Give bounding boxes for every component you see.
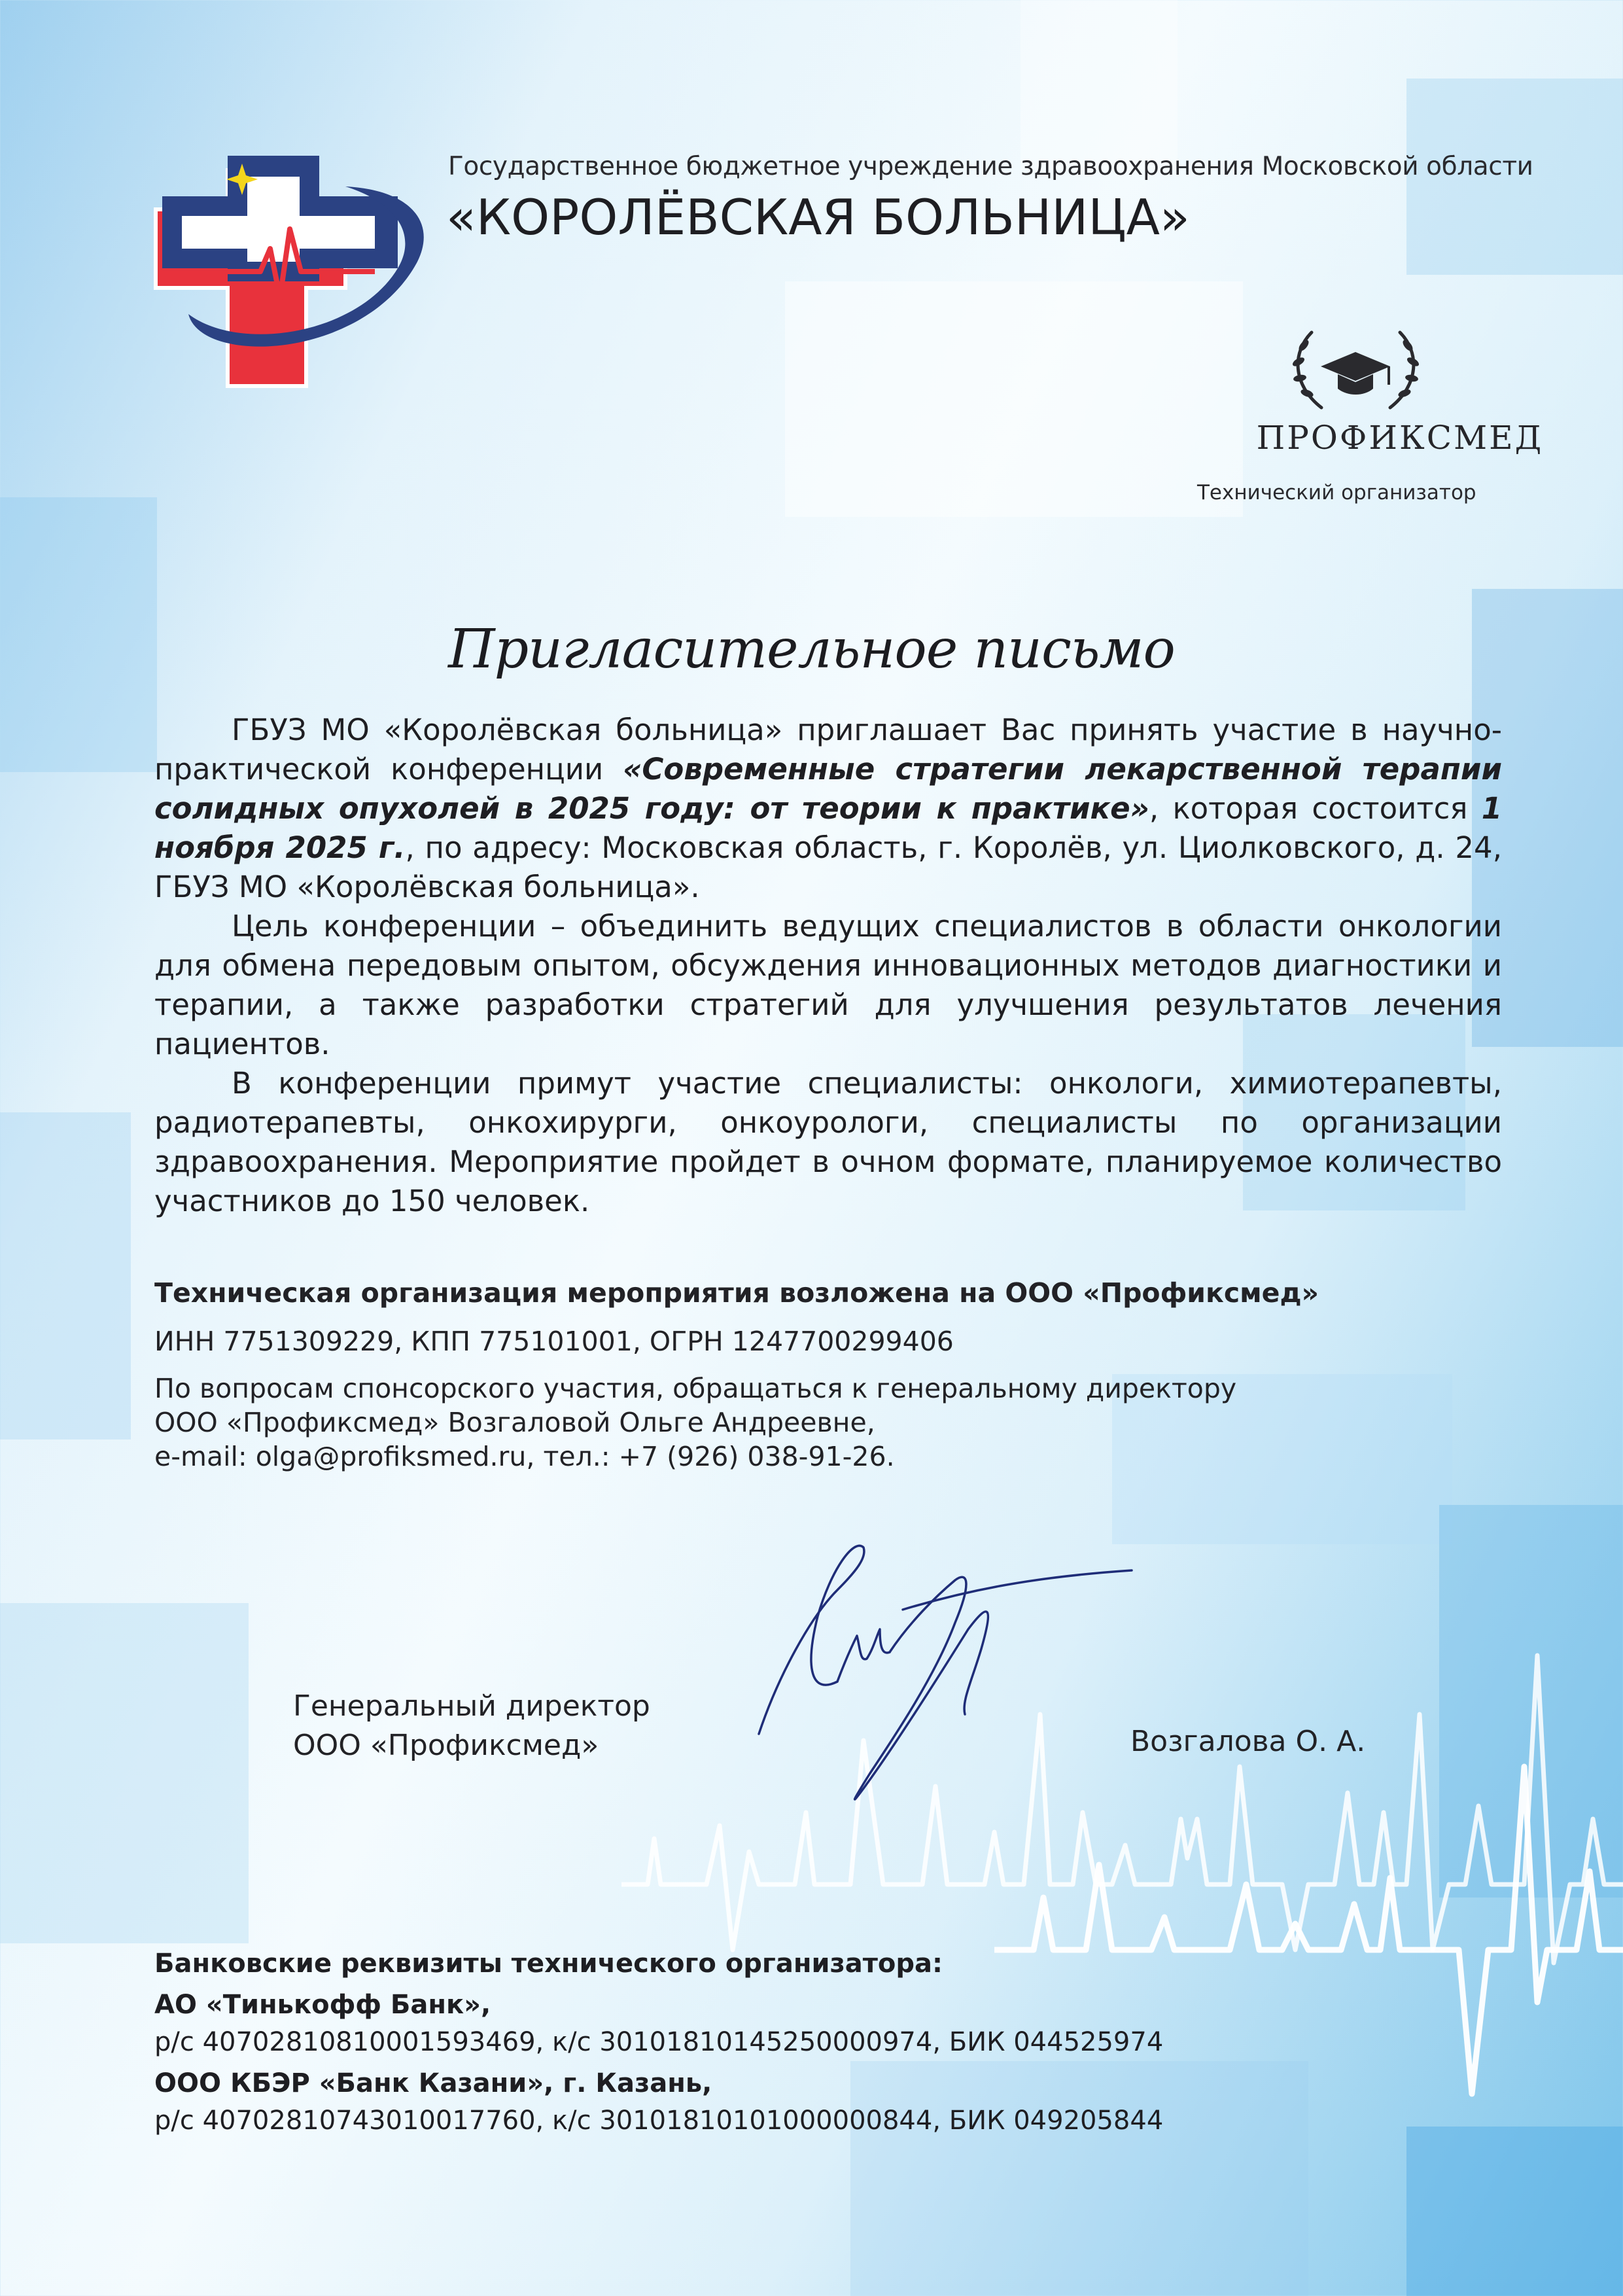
conference-date: 1 ноября 2025 г. — [154, 791, 1502, 865]
paragraph-goal: Цель конференции – объединить ведущих специалистов в области онкологии для обмена передовым опытом, обсуждения инновационных методов диагностики и терапии, а также разработки стратегий для улучшения результатов лечения пациентов. — [154, 909, 1502, 1061]
handwritten-signature — [739, 1518, 1145, 1812]
letter-body — [154, 711, 1502, 1221]
organizer-caption: Технический организатор — [1197, 481, 1476, 504]
bank-2-name: ООО КБЭР «Банк Казани», г. Казань, — [154, 2068, 712, 2098]
company-requisites: ИНН 7751309229, КПП 775101001, ОГРН 1247700299406 — [154, 1326, 954, 1357]
contacts-block — [154, 1275, 1397, 1474]
paragraph-participants: В конференции примут участие специалисты: онкологи, химиотерапевты, радиотерапевты, онкохирурги, онкоурологи, специалисты по организации здравоохранения. Мероприятие пройдет в очном формате, планируемое количество участников до 150 человек. — [154, 1066, 1502, 1218]
bank-details — [154, 1945, 1163, 2140]
paragraph-invitation: ГБУЗ МО «Королёвская больница» приглашает Вас принять участие в научно-практической конференции «Современные стратегии лекарственной терапии солидных опухолей в 2025 году: от теории к практике», которая состоится 1 ноября 2025 г., по адресу: Московская область, г. Королёв, ул. Циолковского, д. 24, ГБУЗ МО «Королёвская больница». — [154, 713, 1502, 904]
bank-1-details: р/с 40702810810001593469, к/с 30101810145250000974, БИК 044525974 — [154, 2027, 1164, 2057]
contacts-line-2: ООО «Профиксмед» Возгаловой Ольге Андреевне, — [154, 1407, 875, 1438]
contacts-heading: Техническая организация мероприятия возложена на ООО «Профиксмед» — [154, 1277, 1319, 1309]
medical-cross-heartbeat-icon — [149, 150, 437, 393]
bank-2-details: р/с 40702810743010017760, к/с 30101810101000000844, БИК 049205844 — [154, 2106, 1164, 2136]
laurel-graduation-cap-icon — [1285, 326, 1426, 417]
contacts-line-1: По вопросам спонсорского участия, обращаться к генеральному директору — [154, 1373, 1237, 1404]
signatory-name: Возгалова О. А. — [1130, 1725, 1366, 1758]
organizer-name: ПРОФИКСМЕД — [1256, 419, 1544, 457]
bank-1-name: АО «Тинькофф Банк», — [154, 1990, 491, 2020]
hospital-subtitle: Государственное бюджетное учреждение здравоохранения Московской области — [448, 152, 1533, 181]
contacts-line-3: e-mail: olga@profiksmed.ru, тел.: +7 (926) 038-91-26. — [154, 1441, 895, 1472]
letter-title: Пригласительное письмо — [448, 618, 1175, 680]
hospital-name: «КОРОЛЁВСКАЯ БОЛЬНИЦА» — [446, 188, 1190, 246]
signatory-position: Генеральный директор ООО «Профиксмед» — [293, 1689, 650, 1762]
bank-heading: Банковские реквизиты технического организатора: — [154, 1949, 943, 1979]
conference-title: «Современные стратегии лекарственной терапии солидных опухолей в 2025 году: от теории к практике» — [154, 752, 1502, 826]
